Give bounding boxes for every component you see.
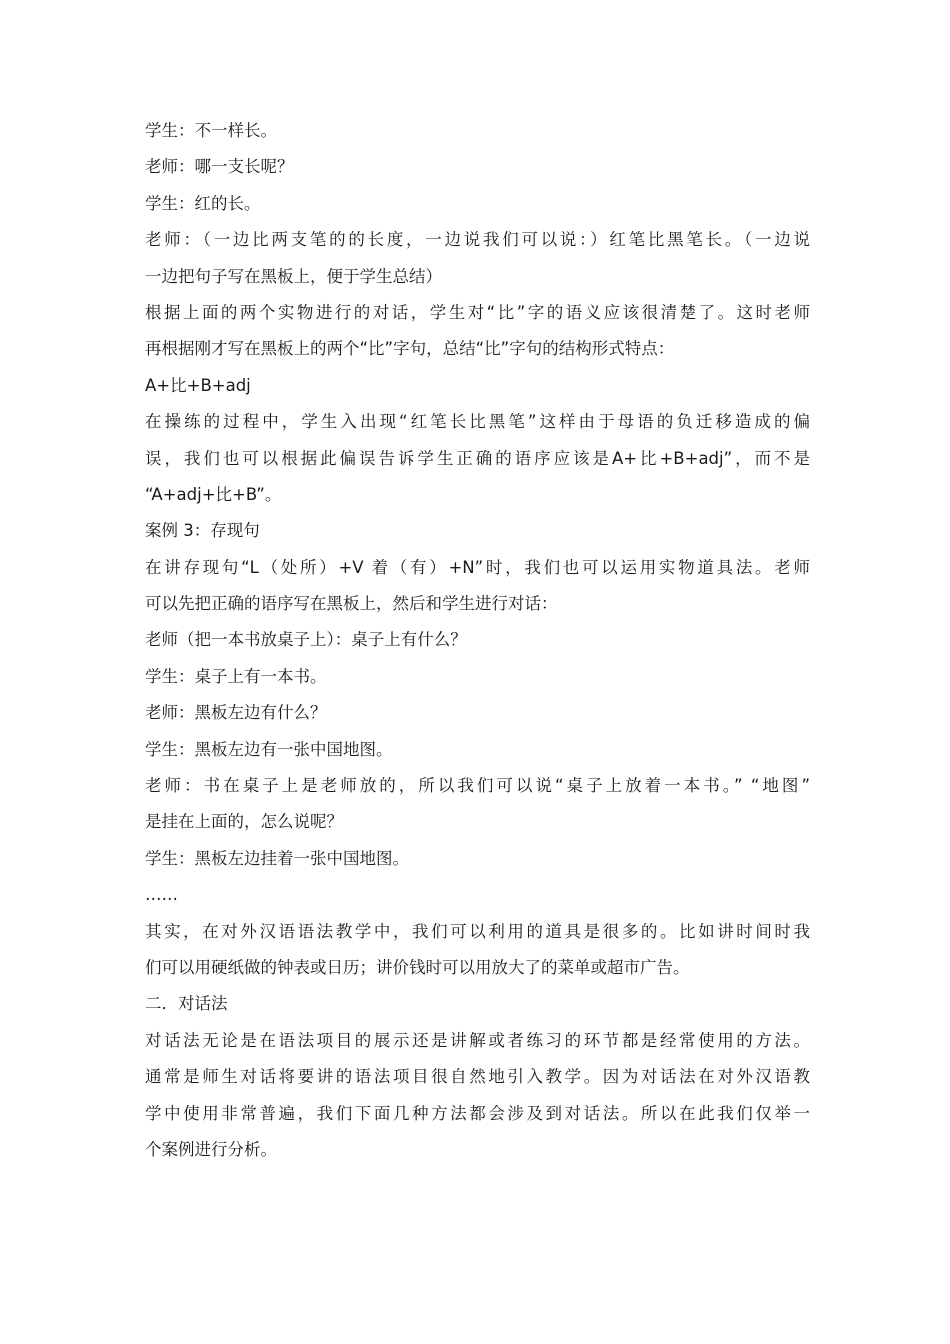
text-line: 在讲存现句“L（处所）+V 着（有）+N”时，我们也可以运用实物道具法。老师 xyxy=(145,557,810,577)
text-line: 一边把句子写在黑板上，便于学生总结） xyxy=(145,266,442,286)
text-line: “A+adj+比+B”。 xyxy=(145,484,282,504)
formula-line: A+比+B+adj xyxy=(145,375,251,395)
text-line: 老师（把一本书放桌子上）：桌子上有什么？ xyxy=(145,630,467,650)
text-line: 再根据刚才写在黑板上的两个“比”字句，总结“比”字句的结构形式特点： xyxy=(145,339,675,359)
text-line: 学生：黑板左边挂着一张中国地图。 xyxy=(145,848,409,868)
text-line: 通常是师生对话将要讲的语法项目很自然地引入教学。因为对话法在对外汉语教 xyxy=(145,1067,810,1087)
text-line: 学生：红的长。 xyxy=(145,193,261,213)
text-line: 在操练的过程中，学生入出现“红笔长比黑笔”这样由于母语的负迁移造成的偏 xyxy=(145,412,810,432)
text-line: 学生：不一样长。 xyxy=(145,121,277,140)
text-line: 误，我们也可以根据此偏误告诉学生正确的语序应该是A+比+B+adj”，而不是 xyxy=(145,448,810,468)
text-line: 个案例进行分析。 xyxy=(145,1139,277,1159)
text-line: 学生：黑板左边有一张中国地图。 xyxy=(145,739,393,759)
section-heading: 二．对话法 xyxy=(145,994,228,1014)
text-line: 学中使用非常普遍，我们下面几种方法都会涉及到对话法。所以在此我们仅举一 xyxy=(145,1103,810,1123)
text-line: 是挂在上面的，怎么说呢？ xyxy=(145,812,343,832)
text-line: 根据上面的两个实物进行的对话，学生对“比”字的语义应该很清楚了。这时老师 xyxy=(145,302,810,322)
text-line: 学生：桌子上有一本书。 xyxy=(145,666,327,686)
text-line: 对话法无论是在语法项目的展示还是讲解或者练习的环节都是经常使用的方法。 xyxy=(145,1030,810,1050)
case-heading: 案例 3：存现句 xyxy=(145,521,260,541)
text-line: 老师：黑板左边有什么？ xyxy=(145,703,327,723)
text-line: 老师：（一边比两支笔的的长度，一边说我们可以说：）红笔比黑笔长。（一边说 xyxy=(145,230,810,250)
text-line: 其实，在对外汉语语法教学中，我们可以利用的道具是很多的。比如讲时间时我 xyxy=(145,921,810,941)
ellipsis-line: …… xyxy=(145,885,178,905)
document-body xyxy=(145,113,810,1168)
text-line: 们可以用硬纸做的钟表或日历；讲价钱时可以用放大了的菜单或超市广告。 xyxy=(145,957,690,977)
text-line: 老师：书在桌子上是老师放的，所以我们可以说“桌子上放着一本书。” “地图” xyxy=(145,776,810,796)
text-line: 老师：哪一支长呢？ xyxy=(145,157,294,177)
text-line: 可以先把正确的语序写在黑板上，然后和学生进行对话： xyxy=(145,594,558,614)
